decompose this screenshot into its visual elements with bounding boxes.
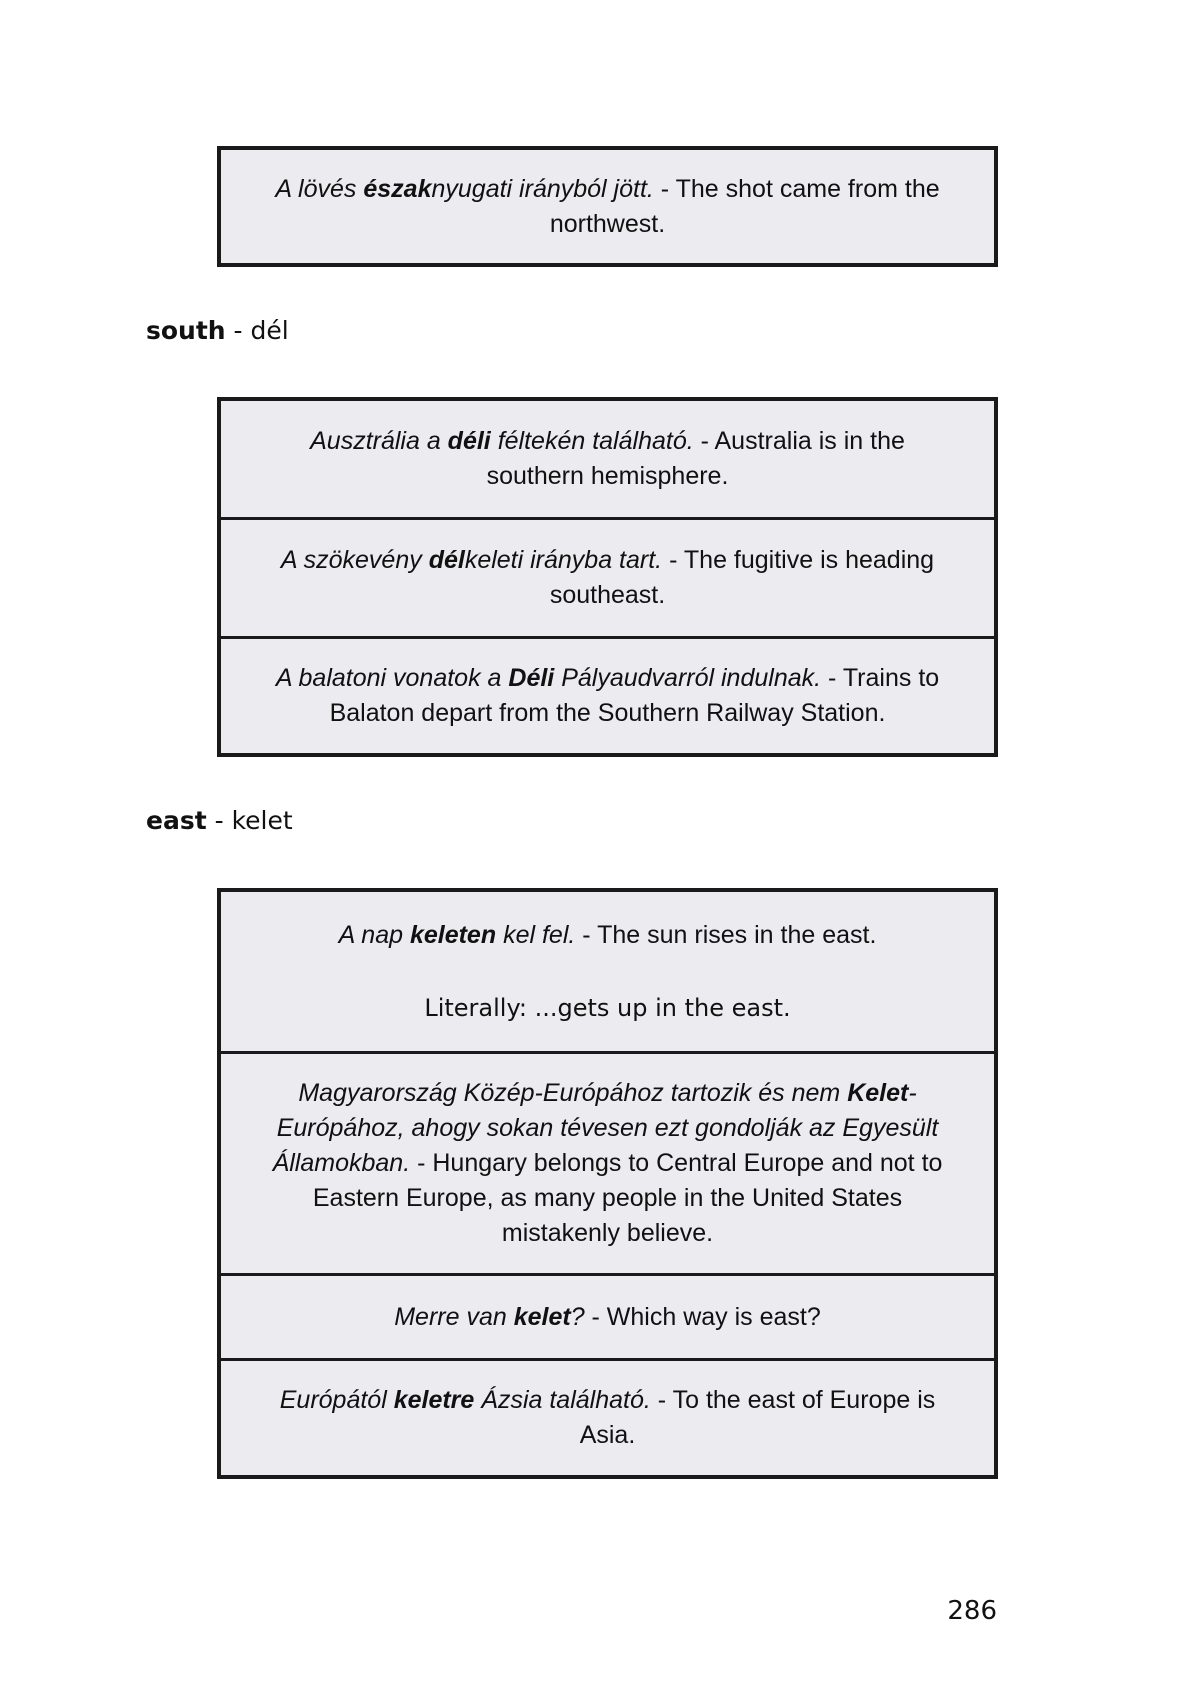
example-row bbox=[221, 1276, 994, 1361]
vocab-translation: - dél bbox=[225, 316, 289, 345]
example-row bbox=[221, 401, 994, 520]
example-box-south bbox=[217, 397, 998, 757]
example-box-east bbox=[217, 888, 998, 1479]
example-sentence: Magyarország Közép-Európához tartozik és nem Kelet-Európához, ahogy sokan tévesen ezt gondolják az Egyesült Államokban. - Hungary belongs to Central Europe and not to Eastern Europe, as many people in the United States mistakenly believe. bbox=[272, 1079, 943, 1247]
example-box-north bbox=[217, 146, 998, 267]
example-row bbox=[221, 520, 994, 639]
example-sentence: Ausztrália a déli féltekén található. - Australia is in the southern hemisphere. bbox=[310, 427, 905, 490]
vocab-heading-east bbox=[146, 806, 293, 836]
example-row bbox=[221, 639, 994, 753]
example-sentence: Merre van kelet? - Which way is east? bbox=[394, 1302, 821, 1331]
page-number: 286 bbox=[947, 1596, 997, 1626]
example-sentence: A nap keleten kel fel. - The sun rises in the east. bbox=[338, 920, 877, 949]
example-row bbox=[221, 150, 994, 263]
vocab-term: east bbox=[146, 806, 207, 835]
example-sentence: Európától keletre Ázsia található. - To the east of Europe is Asia. bbox=[279, 1386, 936, 1449]
example-row bbox=[221, 1361, 994, 1475]
example-sentence: A lövés északnyugati irányból jött. - The shot came from the northwest. bbox=[275, 174, 940, 238]
vocab-heading-south bbox=[146, 316, 289, 346]
example-sentence: A balatoni vonatok a Déli Pályaudvarról indulnak. - Trains to Balaton depart from the Southern Railway Station. bbox=[275, 664, 940, 727]
example-row bbox=[221, 892, 994, 1054]
vocab-term: south bbox=[146, 316, 226, 345]
example-sentence: A szökevény délkeleti irányba tart. - The fugitive is heading southeast. bbox=[280, 546, 935, 609]
vocab-translation: - kelet bbox=[206, 806, 293, 835]
literal-note: Literally: ...gets up in the east. bbox=[424, 993, 791, 1022]
example-row bbox=[221, 1054, 994, 1276]
